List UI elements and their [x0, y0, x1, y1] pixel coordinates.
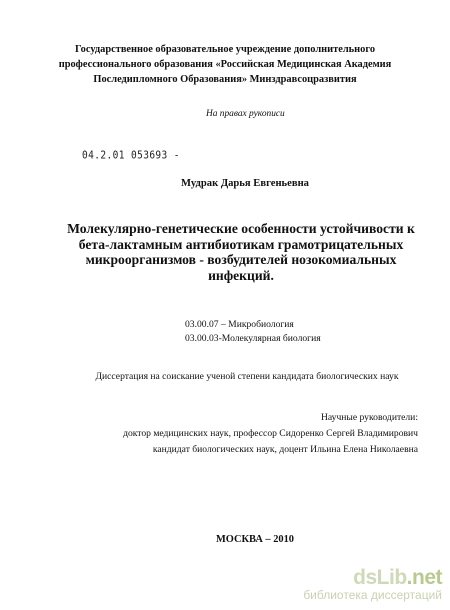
supervisor-line-1: доктор медицинских наук, профессор Сидоренко Сергей Владимирович — [123, 428, 418, 439]
dissertation-title — [0, 221, 450, 283]
supervisor-line-2: кандидат биологических наук, доцент Ильина Елена Николаевна — [152, 444, 418, 455]
institution-line-1: Государственное образовательное учреждение дополнительного — [74, 44, 376, 55]
supervisors-heading: Научные руководители: — [320, 412, 418, 423]
watermark-subtitle: библиотека диссертаций — [303, 588, 442, 602]
title-line-4: инфекций. — [208, 267, 274, 283]
specialty-line-2: 03.00.03-Молекулярная биология — [185, 333, 321, 344]
watermark-domain: .net — [406, 566, 442, 589]
registration-stamp-number: 04.2.01 053693 - — [82, 149, 180, 162]
rights-note: На правах рукописи — [206, 109, 285, 119]
watermark-brand: dsLib — [353, 566, 407, 589]
author-name: Мудрак Дарья Евгеньевна — [181, 178, 309, 189]
specialty-line-1: 03.00.07 – Микробиология — [185, 319, 294, 330]
title-line-2: бета-лактамным антибиотикам грамотрицательных — [78, 236, 404, 252]
dslib-watermark — [303, 567, 442, 602]
city-year: МОСКВА – 2010 — [215, 534, 294, 545]
specialty-codes — [185, 318, 321, 346]
title-line-1: Молекулярно-генетические особенности устойчивости к — [67, 221, 415, 236]
degree-statement: Диссертация на соискание ученой степени кандидата биологических наук — [95, 371, 399, 382]
watermark-logo — [303, 567, 442, 589]
institution-line-2: профессионального образования «Российская Медицинская Академия — [58, 59, 392, 70]
institution-line-3: Последипломного Образования» Минздравсоцразвития — [93, 74, 357, 85]
title-line-3: микроорганизмов - возбудителей нозокомиальных — [85, 252, 397, 267]
institution-header — [0, 42, 450, 87]
supervisors-block — [123, 410, 418, 458]
